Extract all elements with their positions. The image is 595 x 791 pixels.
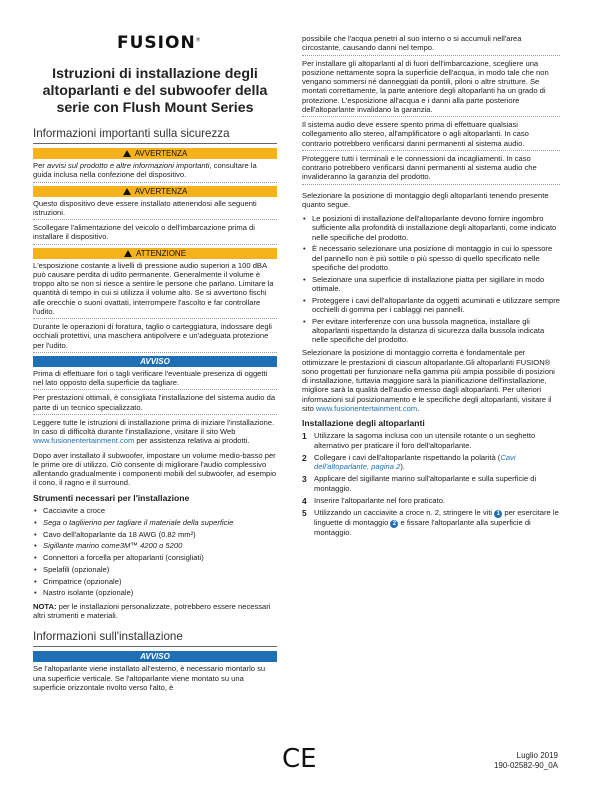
step-item: 2 Collegare i cavi dell'altoparlante rispettando la polarità (Cavi dell'altoparlante, pagina 2). bbox=[302, 452, 516, 472]
list-item: • Cacciavite a croce bbox=[33, 506, 277, 515]
warning-1-text: Per avvisi sul prodotto e altre informazioni importanti, consultare la guida inclusa nella confezione del dispositivo. bbox=[33, 161, 277, 183]
notice-banner-1: AVVISO bbox=[33, 356, 277, 367]
outdoor-mount-text: Se l'altoparlante viene installato all'esterno, è necessario montarlo su una superficie verticale. Se l'altoparlante viene montato su una superficie orizzontale rivolto verso l'alto, è bbox=[33, 664, 266, 692]
caution-text-2: Durante le operazioni di foratura, taglio o carteggiatura, indossare degli occhiali protettivi, una maschera antipolvere e un'adeguata protezione per l'udito. bbox=[33, 322, 277, 353]
ce-mark-icon: CE bbox=[282, 744, 317, 774]
fusion-website-link[interactable]: www.fusionentertainment.com bbox=[33, 436, 135, 446]
list-item: • Nastro isolante (opzionale) bbox=[33, 588, 277, 597]
speaker-wires-link[interactable]: Cavi dell'altoparlante, pagina 2 bbox=[314, 452, 516, 472]
optimal-position-text: Selezionare la posizione di montaggio corretta è fondamentale per ottimizzare le prestazioni di ciascun altoparlante.Gli altoparlanti FUSION® sono progettati per funzionare nella gamma più ampia possibile di posizioni di installazione, tuttavia maggiore sarà la pianificazione dell'installazione, migliore sarà la qualità dell'audio emesso dagli altoparlanti. Per ulteriori informazioni sul posizionamento e le specifiche degli altoparlanti, visitare il sito www.fusionentertainment.com. bbox=[302, 348, 555, 413]
list-item: • Connettori a forcella per altoparlanti (consigliati) bbox=[33, 553, 277, 562]
caution-banner: ATTENZIONE bbox=[33, 248, 277, 259]
tools-list bbox=[33, 506, 277, 598]
subwoofer-break-in-text: Dopo aver installato il subwoofer, impostare un volume medio-basso per le prime ore di utilizzo. Ciò consente di migliorare l'audio complessivo allentando gradualmente i componenti mobili del subwoofer, ad esempio il cono, il ragno e il surround. bbox=[33, 450, 277, 488]
heading-install-steps: Installazione degli altoparlanti bbox=[302, 418, 425, 428]
warning-2-text-1: Questo dispositivo deve essere installato attenendosi alle seguenti istruzioni. bbox=[33, 199, 277, 221]
heading-safety: Informazioni importanti sulla sicurezza bbox=[33, 127, 277, 144]
left-column bbox=[33, 66, 277, 697]
water-continued-text: possibile che l'acqua penetri al suo interno o si accumuli nell'area circostante, causando danni nel tempo. bbox=[302, 34, 560, 56]
read-instructions-text: Leggere tutte le istruzioni di installazione prima di iniziare l'installazione. In caso di difficoltà durante l'installazione, visitare il sito Web www.fusionentertainment.com per assistenza relativa ai prodotti. bbox=[33, 417, 275, 446]
protect-terminals-text: Proteggere tutti i terminali e le connessioni da incagliamenti. In caso contrario potrebbero verificarsi danni permanenti al sistema audio che invalideranno la garanzia del prodotto. bbox=[302, 154, 560, 185]
list-item: • Per evitare interferenze con una bussola magnetica, installare gli altoparlanti rispettando la distanza di sicurezza dalla bussola indicata nelle specifiche del prodotto. bbox=[302, 317, 560, 345]
step-item: 5 Utilizzando un cacciavite a croce n. 2, stringere le viti 1 per esercitare le linguette di montaggio 2 e fissare l'altoparlante alla superficie di montaggio. bbox=[302, 508, 559, 538]
footer-info bbox=[494, 751, 558, 772]
step-item: 3 Applicare del sigillante marino sull'altoparlante e sulla superficie di montaggio. bbox=[302, 474, 537, 493]
callout-1-icon: 1 bbox=[494, 510, 502, 518]
notice-banner-2: AVVISO bbox=[33, 651, 277, 662]
power-off-text: Il sistema audio deve essere spento prima di effettuare qualsiasi collegamento allo stereo, all'amplificatore o agli altoparlanti. In caso contrario potrebbero verificarsi danni permanenti al sistema audio. bbox=[302, 120, 560, 151]
list-item: • Proteggere i cavi dell'altoparlante da oggetti acuminati e utilizzare sempre occhielli di gomma per i cablaggi nei pannelli. bbox=[302, 296, 560, 315]
warning-banner-2: AVVERTENZA bbox=[33, 186, 277, 197]
fusion-logo: FUSION® bbox=[117, 33, 202, 53]
notice-1-text-1: Prima di effettuare fori o tagli verificare l'eventuale presenza di oggetti nel lato opposto della superficie da tagliare. bbox=[33, 369, 277, 391]
caution-text-1: L'esposizione costante a livelli di pressione audio superiori a 100 dBA può causare perdita di udito permanente. Generalmente il volume è troppo alto se non si riesce a sentire le persone che parlano. Limitare la quantità di tempo in cui si utilizza il volume alto. Se si avvertono fischi alle orecchie o suoni ovattati, interrompere l'ascolto e far controllare l'udito. bbox=[33, 261, 277, 320]
list-item: • Cavo dell'altoparlante da 18 AWG (0.82 mm²) bbox=[33, 530, 277, 539]
right-column bbox=[302, 34, 560, 540]
list-item: • Crimpatrice (opzionale) bbox=[33, 577, 277, 586]
heading-tools: Strumenti necessari per l'installazione bbox=[33, 492, 190, 503]
position-bullets bbox=[302, 214, 560, 344]
install-steps bbox=[302, 431, 560, 537]
warning-2-text-2: Scollegare l'alimentazione del veicolo o dell'imbarcazione prima di installare il dispositivo. bbox=[33, 223, 277, 245]
list-item: • Sega o tagliierino per tagliare il materiale della superficie bbox=[33, 518, 277, 527]
warning-triangle-icon bbox=[123, 150, 131, 157]
warning-triangle-icon bbox=[123, 188, 131, 195]
list-item: • Le posizioni di installazione dell'altoparlante devono fornire ingombro sufficiente alla profondità di installazione degli altoparlanti, come indicato nelle specifiche del prodotto. bbox=[302, 214, 560, 242]
notice-1-text-2: Per prestazioni ottimali, è consigliata l'installazione del sistema audio da parte di un tecnico specializzato. bbox=[33, 393, 277, 415]
warning-triangle-icon bbox=[124, 250, 132, 257]
callout-2-icon: 2 bbox=[390, 520, 398, 528]
heading-install-info: Informazioni sull'installazione bbox=[33, 630, 277, 647]
warning-banner-1: AVVERTENZA bbox=[33, 148, 277, 159]
page-title: Istruzioni di installazione degli altoparlanti e del subwoofer della serie con Flush Mount Series bbox=[42, 66, 268, 117]
list-item: • Sigillante marino come3M™ 4200 o 5200 bbox=[33, 541, 277, 550]
list-item: • È necessario selezionare una posizione di montaggio in cui lo spessore del pannello non è più sottile o più spesso di quello specificato nelle specifiche del prodotto. bbox=[302, 244, 560, 272]
note-text: NOTA: per le installazioni personalizzate, potrebbero essere necessari altri strumenti e materiali. bbox=[33, 601, 271, 620]
outside-install-text: Per installare gli altoparlanti al di fuori dell'imbarcazione, scegliere una posizione nettamente sopra la superficie dell'acqua, in modo tale che non vengano sommersi né danneggiati da pontili, piloni o altre strutture. Se montati correttamente, la parte anteriore degli altoparlanti ha un grado di protezione. L'esposizione all'acqua e i danni alla parte posteriore dell'altoparlante invalidano la garanzia. bbox=[302, 59, 560, 118]
list-item: • Selezionare una superficie di installazione piatta per sigillare in modo ottimale. bbox=[302, 275, 560, 294]
fusion-website-link[interactable]: www.fusionentertainment.com bbox=[315, 403, 418, 413]
document-date: Luglio 2019 bbox=[516, 751, 558, 760]
list-item: • Spelafili (opzionale) bbox=[33, 565, 277, 574]
select-position-text: Selezionare la posizione di montaggio degli altoparlanti tenendo presente quanto segue. bbox=[302, 190, 549, 209]
step-item: 4 Inserire l'altoparlante nel foro praticato. bbox=[302, 495, 446, 506]
document-code: 190-02582-90_0A bbox=[493, 761, 558, 771]
step-item: 1 Utilizzare la sagoma inclusa con un utensile rotante o un seghetto alternativo per praticare il foro dell'altoparlante. bbox=[302, 431, 536, 450]
